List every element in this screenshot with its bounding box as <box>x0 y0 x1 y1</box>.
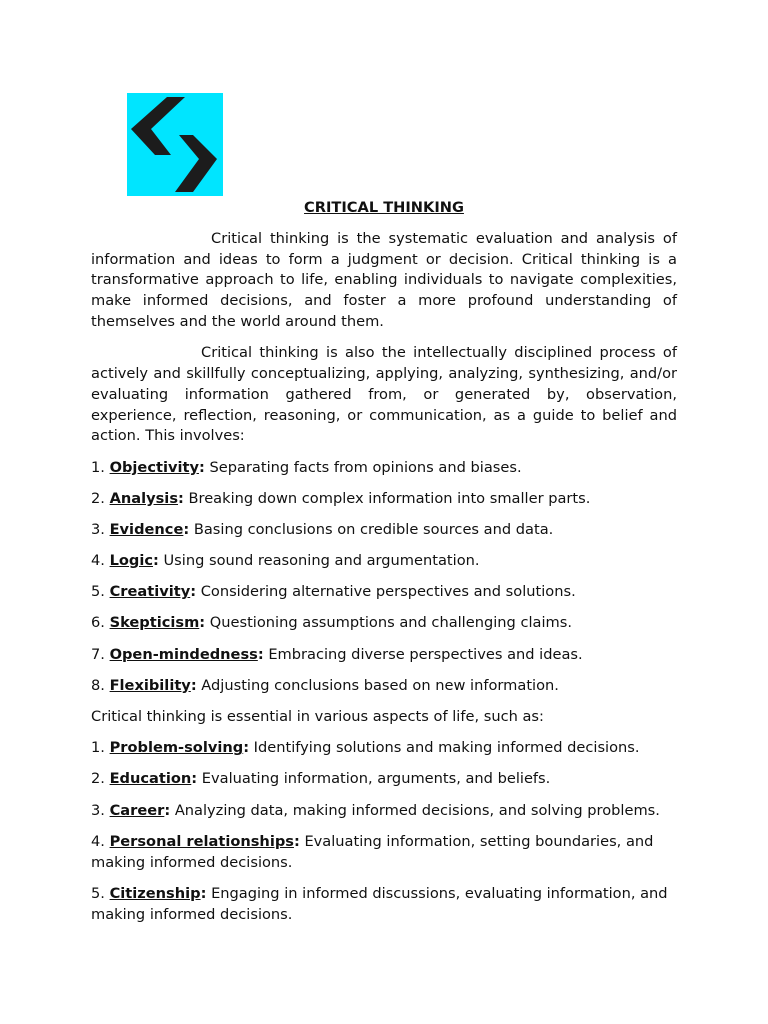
list-item: 1. Objectivity: Separating facts from opinions and biases. <box>91 458 522 476</box>
list-item-desc: Embracing diverse perspectives and ideas. <box>268 645 583 663</box>
list-item: 4. Personal relationships: Evaluating information, setting boundaries, and making informed decisions. <box>91 832 654 871</box>
page-title: CRITICAL THINKING <box>304 199 464 216</box>
list-item-desc: Identifying solutions and making informed decisions. <box>253 739 640 757</box>
list-item-term: Citizenship <box>109 884 201 902</box>
document-body <box>91 198 677 936</box>
list-item: 8. Flexibility: Adjusting conclusions based on new information. <box>91 676 559 694</box>
chevron-arrows-icon <box>127 93 223 196</box>
list-item-term: Skepticism <box>109 614 200 632</box>
definition-paragraph: Critical thinking is also the intellectually disciplined process of actively and skillfully conceptualizing, applying, analyzing, synthesizing, and/or evaluating information gathered from, or generated by, observation, experience, reflection, reasoning, or communication, as a guide to belief and action. This involves: <box>91 344 677 445</box>
list-item-desc: Adjusting conclusions based on new information. <box>201 676 559 694</box>
list-item: 1. Problem-solving: Identifying solutions and making informed decisions. <box>91 739 640 757</box>
list-item: 5. Creativity: Considering alternative perspectives and solutions. <box>91 583 576 601</box>
list-item-term: Education <box>109 770 192 788</box>
list-item-desc: Considering alternative perspectives and solutions. <box>200 583 576 601</box>
list-item: 2. Analysis: Breaking down complex information into smaller parts. <box>91 489 591 507</box>
list-item: 7. Open-mindedness: Embracing diverse perspectives and ideas. <box>91 645 583 663</box>
list-item-desc: Basing conclusions on credible sources and data. <box>193 520 554 538</box>
aspects-intro: Critical thinking is essential in various aspects of life, such as: <box>91 708 544 726</box>
list-item-term: Objectivity <box>109 458 199 476</box>
list-item-term: Analysis <box>109 489 179 507</box>
list-item-term: Problem-solving <box>109 739 244 757</box>
list-item-desc: Separating facts from opinions and biases. <box>209 458 522 476</box>
list-item: 2. Education: Evaluating information, arguments, and beliefs. <box>91 770 551 788</box>
aspects-list <box>91 738 677 925</box>
logo-icon <box>127 93 223 196</box>
list-item-desc: Breaking down complex information into smaller parts. <box>188 489 591 507</box>
list-item-term: Creativity <box>109 583 191 601</box>
list-item: 6. Skepticism: Questioning assumptions and challenging claims. <box>91 614 572 632</box>
list-item-desc: Questioning assumptions and challenging claims. <box>209 614 572 632</box>
list-item-term: Career <box>109 801 165 819</box>
list-item-term: Personal relationships <box>109 832 294 850</box>
list-item-term: Flexibility <box>109 676 191 694</box>
intro-paragraph: Critical thinking is the systematic evaluation and analysis of information and ideas to form a judgment or decision. Critical thinking is a transformative approach to life, enabling individuals to navigate complexities, make informed decisions, and foster a more profound understanding of themselves and the world around them. <box>91 229 677 330</box>
list-item-desc: Evaluating information, setting boundaries, and making informed decisions. <box>91 832 654 871</box>
list-item: 3. Evidence: Basing conclusions on credible sources and data. <box>91 520 554 538</box>
list-item-term: Evidence <box>109 520 184 538</box>
list-item-desc: Analyzing data, making informed decisions, and solving problems. <box>174 801 660 819</box>
list-item-desc: Evaluating information, arguments, and beliefs. <box>201 770 551 788</box>
list-item-desc: Engaging in informed discussions, evaluating information, and making informed decisions. <box>91 884 668 923</box>
list-item-term: Open-mindedness <box>109 645 258 663</box>
involves-list <box>91 458 677 697</box>
list-item-desc: Using sound reasoning and argumentation. <box>163 552 480 570</box>
list-item: 5. Citizenship: Engaging in informed discussions, evaluating information, and making informed decisions. <box>91 884 668 923</box>
list-item-term: Logic <box>109 552 154 570</box>
list-item: 3. Career: Analyzing data, making informed decisions, and solving problems. <box>91 801 660 819</box>
list-item: 4. Logic: Using sound reasoning and argumentation. <box>91 552 480 570</box>
